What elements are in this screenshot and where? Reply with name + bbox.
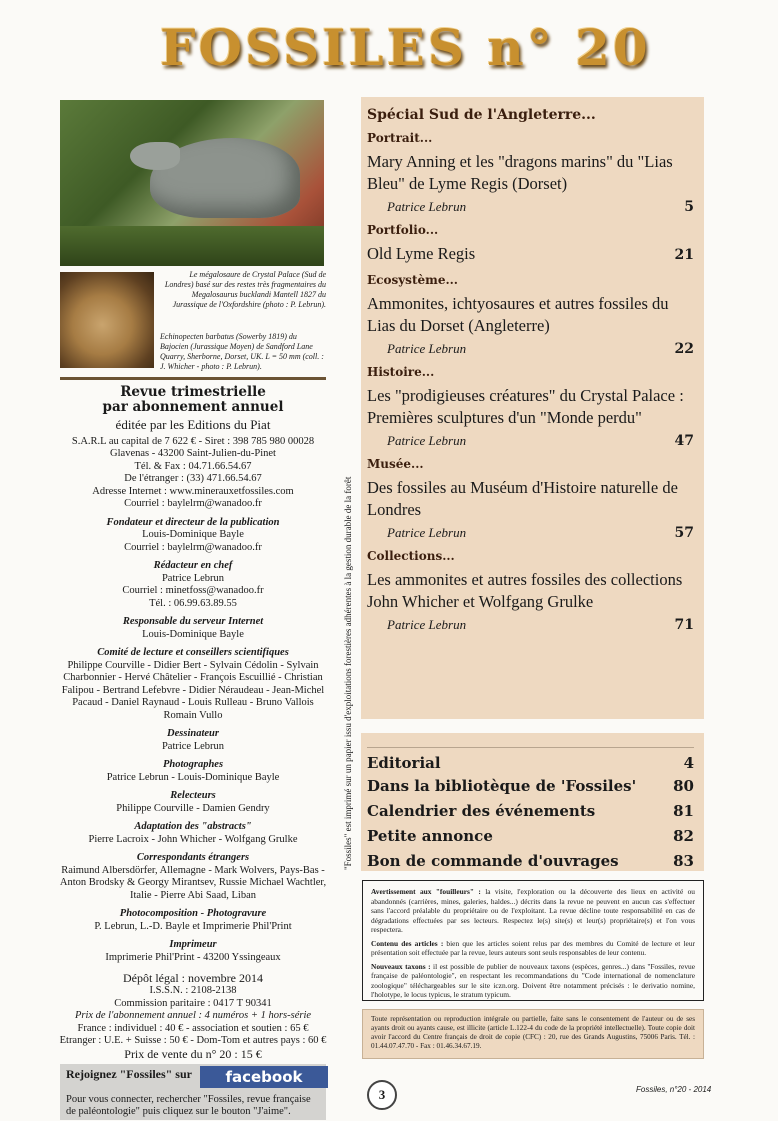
price-france: France : individuel : 40 € - association et soutien : 65 € <box>77 1022 309 1034</box>
toc-section-label: Collections... <box>367 549 455 563</box>
rubrique-page: 82 <box>673 827 694 845</box>
issn: I.S.S.N. : 2108-2138 <box>149 985 237 996</box>
rubrique-page: 80 <box>673 777 694 795</box>
notice-label: Contenu des articles : <box>371 938 444 948</box>
toc-author: Patrice Lebrun <box>387 617 467 632</box>
role-name: Louis-Dominique Bayle <box>142 628 244 640</box>
rubrique-label: Editorial <box>367 754 441 772</box>
rubrique-label: Petite annonce <box>367 827 493 845</box>
table-of-contents <box>361 97 704 719</box>
role-title: Photographes <box>162 759 224 770</box>
copyright-box: Toute représentation ou reproduction intégrale ou partielle, faite sans le consentement de l'auteur ou de ses ayants droit ou ayants cause, est illicite (article L.122-4 du code de la propriété intellectuelle). Toute copie doit avoir l'accord du Centre français de droit de copie (CFC) : 20, rue des Grands Augustins, 75006 Paris. Tél. : 01.44.07.47.70 - Fax : 01.46.34.67.19. <box>362 1009 704 1059</box>
notice-label: Avertissement aux "fouilleurs" : <box>371 887 481 896</box>
rubrique-label: Calendrier des événements <box>367 802 596 820</box>
price-abroad: Etranger : U.E. + Suisse : 50 € - Dom-Tom et autres pays : 60 € <box>59 1035 327 1046</box>
role-name: Imprimerie Phil'Print - 43200 Yssingeaux <box>105 951 281 963</box>
rubrique-row[interactable] <box>367 852 694 877</box>
toc-page: 71 <box>674 617 694 633</box>
role-title: Rédacteur en chef <box>153 560 233 571</box>
staff-list <box>58 517 328 965</box>
facebook-box <box>60 1064 326 1120</box>
publisher: éditée par les Editions du Piat <box>115 417 271 432</box>
notice-label: Nouveaux taxons : <box>371 961 431 971</box>
toc-section-label: Portfolio... <box>367 223 439 237</box>
toc-page: 21 <box>674 247 694 263</box>
toc-page: 47 <box>674 433 694 449</box>
toc-section-label: Ecosystème... <box>367 273 458 287</box>
address-line: Glavenas - 43200 Saint-Julien-du-Pinet <box>110 448 276 459</box>
toc-article-title[interactable]: Ammonites, ichtyosaures et autres fossiles du Lias du Dorset (Angleterre) <box>367 294 669 335</box>
toc-author: Patrice Lebrun <box>387 199 467 214</box>
toc-heading: Spécial Sud de l'Angleterre... <box>367 107 596 123</box>
role-name: Tél. : 06.99.63.89.55 <box>149 597 237 609</box>
page-number: 3 <box>367 1080 397 1110</box>
rubrique-page: 4 <box>683 754 694 772</box>
toc-article-title[interactable]: Mary Anning et les "dragons marins" du "Lias Bleu" de Lyme Regis (Dorset) <box>367 152 673 193</box>
role-name: Pierre Lacroix - John Whicher - Wolfgang Grulke <box>88 833 298 845</box>
notice-text: la visite, l'exploration ou la découverte des lieux en activité ou abandonnés (carrières, mines, galeries, haldes...) décrits dans la revue ne peuvent en aucun cas s'effectuer sans l'accord préalable du propriétaire ou de l'exploitant. La revue décline toute responsabilité en cas de dégradations effectuées par ses lecteurs. Respectez le(s) site(s) et leur(s) propriétaire(s) et l'on vous respectera. <box>371 887 695 934</box>
address-line: Tél. & Fax : 04.71.66.54.67 <box>134 460 252 472</box>
facebook-text: Pour vous connecter, rechercher "Fossiles, revue française de paléontologie" puis cliquez sur le bouton "J'aime". <box>66 1094 311 1117</box>
role-title: Responsable du serveur Internet <box>122 616 264 627</box>
address-line: Adresse Internet : www.minerauxetfossiles.com <box>92 485 294 497</box>
role-name: Patrice Lebrun <box>161 572 225 584</box>
role-name: Courriel : minetfoss@wanadoo.fr <box>122 585 264 596</box>
toc-article-title[interactable]: Des fossiles au Muséum d'Histoire naturelle de Londres <box>367 478 678 519</box>
role-title: Imprimeur <box>169 939 217 950</box>
notice-box <box>362 880 704 1001</box>
price-issue: Prix de vente du n° 20 : 15 € <box>124 1046 262 1061</box>
role-name: P. Lebrun, L.-D. Bayle et Imprimerie Phil'Print <box>94 920 292 932</box>
role-name: Raimund Albersdörfer, Allemagne - Mark Wolvers, Pays-Bas - Anton Brodsky & Georgy Mirantsev, Russie Michael Wachtler, Italie - Pierre Abi Saad, Liban <box>59 864 327 901</box>
toc-section-label: Portrait... <box>367 131 433 145</box>
rubrique-row[interactable] <box>367 777 694 802</box>
role-name: Patrice Lebrun - Louis-Dominique Bayle <box>106 771 280 783</box>
toc-section-label: Musée... <box>367 457 424 471</box>
role-title: Correspondants étrangers <box>136 852 250 863</box>
toc-article-title[interactable]: Old Lyme Regis <box>367 244 476 263</box>
toc-section-label: Histoire... <box>367 365 435 379</box>
role-name: Philippe Courville - Damien Gendry <box>116 802 270 814</box>
rubrique-page: 83 <box>673 852 694 870</box>
notice-text: bien que les articles soient relus par des membres du Comité de lecture et leur présentation soit effectuée par la revue, leurs auteurs sont seuls responsables de leur contenu. <box>371 938 695 957</box>
echinopecten-photo <box>60 272 154 368</box>
rubrique-page: 81 <box>673 802 694 820</box>
rubrique-label: Bon de commande d'ouvrages <box>367 852 619 870</box>
rubrique-row[interactable] <box>367 802 694 827</box>
publication-info <box>58 972 328 1061</box>
role-title: Fondateur et directeur de la publication <box>106 516 280 528</box>
address-line: S.A.R.L au capital de 7 622 € - Siret : 398 785 980 00028 <box>71 435 315 447</box>
megalosaurus-photo <box>60 100 324 266</box>
echinopecten-caption: Echinopecten barbatus (Sowerby 1819) du Bajocien (Jurassique Moyen) de Sandford Lane Quarry, Sherborne, Dorset, UK. L = 50 mm (coll. : J. Whicher - photo : P. Lebrun). <box>160 332 324 371</box>
colophon <box>58 385 328 1061</box>
toc-article-title[interactable]: Les ammonites et autres fossiles des collections John Whicher et Wolfgang Grulke <box>367 570 683 611</box>
role-title: Comité de lecture et conseillers scientifiques <box>97 647 289 658</box>
colophon-title-2: par abonnement annuel <box>102 399 284 415</box>
price-subscription: Prix de l'abonnement annuel : 4 numéros + 1 hors-série <box>74 1010 312 1021</box>
paper-note: "Fossiles" est imprimé sur un papier issu d'exploitations forestières adhérentes à la gestion durable de la forêt <box>343 476 353 870</box>
colophon-title-1: Revue trimestrielle <box>120 384 266 400</box>
notice-text: il est possible de publier de nouveaux taxons (espèces, genres...) dans "Fossiles, revue française de paléontologie", en respectant les recommandations du "Code international de nomenclature zoologique" téléchargeables sur le site iczn.org. Doivent être notamment précisés : le derivatio nomine, l'holotype, le locus typicus, le stratum typicum. <box>371 961 695 999</box>
facebook-join: Rejoignez "Fossiles" sur <box>66 1067 192 1081</box>
role-name: Philippe Courville - Didier Bert - Sylvain Cédolin - Sylvain Charbonnier - Hervé Châtelier - François Escuillié - Christian Falipou - Bertrand Lefebvre - Didier Néraudeau - Jean-Michel Pacaud - Daniel Raynaud - Louis Rulleau - Bruno Vallois Romain Vullo <box>61 659 325 721</box>
rubrique-row[interactable] <box>367 747 694 777</box>
role-name: Louis-Dominique Bayle <box>142 529 244 540</box>
address-line: Courriel : baylelrm@wanadoo.fr <box>124 498 262 509</box>
role-title: Photocomposition - Photogravure <box>119 908 267 919</box>
toc-author: Patrice Lebrun <box>387 341 467 356</box>
rubrique-label: Dans la bibliotèque de 'Fossiles' <box>367 777 637 795</box>
footer: Fossiles, n°20 - 2014 <box>636 1085 712 1094</box>
commission: Commission paritaire : 0417 T 90341 <box>114 997 272 1009</box>
rubrique-row[interactable] <box>367 827 694 852</box>
facebook-logo[interactable]: facebook <box>200 1066 328 1088</box>
depot-legal: Dépôt légal : novembre 2014 <box>123 971 263 985</box>
role-title: Relecteurs <box>170 790 216 801</box>
role-title: Adaptation des "abstracts" <box>134 821 252 832</box>
toc-article-title[interactable]: Les "prodigieuses créatures" du Crystal Palace : Premières sculptures d'un "Monde perdu" <box>367 386 684 427</box>
rubriques <box>361 733 704 871</box>
role-name: Patrice Lebrun <box>161 740 225 752</box>
toc-author: Patrice Lebrun <box>387 433 467 448</box>
divider <box>60 377 326 380</box>
masthead-title: FOSSILES n° 20 <box>160 18 651 77</box>
toc-page: 22 <box>674 341 694 357</box>
megalosaurus-caption: Le mégalosaure de Crystal Palace (Sud de Londres) basé sur des restes très fragmentaires du Megalosaurus bucklandi Mantell 1827 du Jurassique de l'Oxfordshire (photo : P. Lebrun). <box>164 270 326 309</box>
role-name: Courriel : baylelrm@wanadoo.fr <box>124 541 262 553</box>
toc-page: 57 <box>674 525 694 541</box>
address-line: De l'étranger : (33) 471.66.54.67 <box>124 473 262 484</box>
role-title: Dessinateur <box>167 728 219 739</box>
toc-author: Patrice Lebrun <box>387 525 467 540</box>
toc-page: 5 <box>684 199 694 215</box>
